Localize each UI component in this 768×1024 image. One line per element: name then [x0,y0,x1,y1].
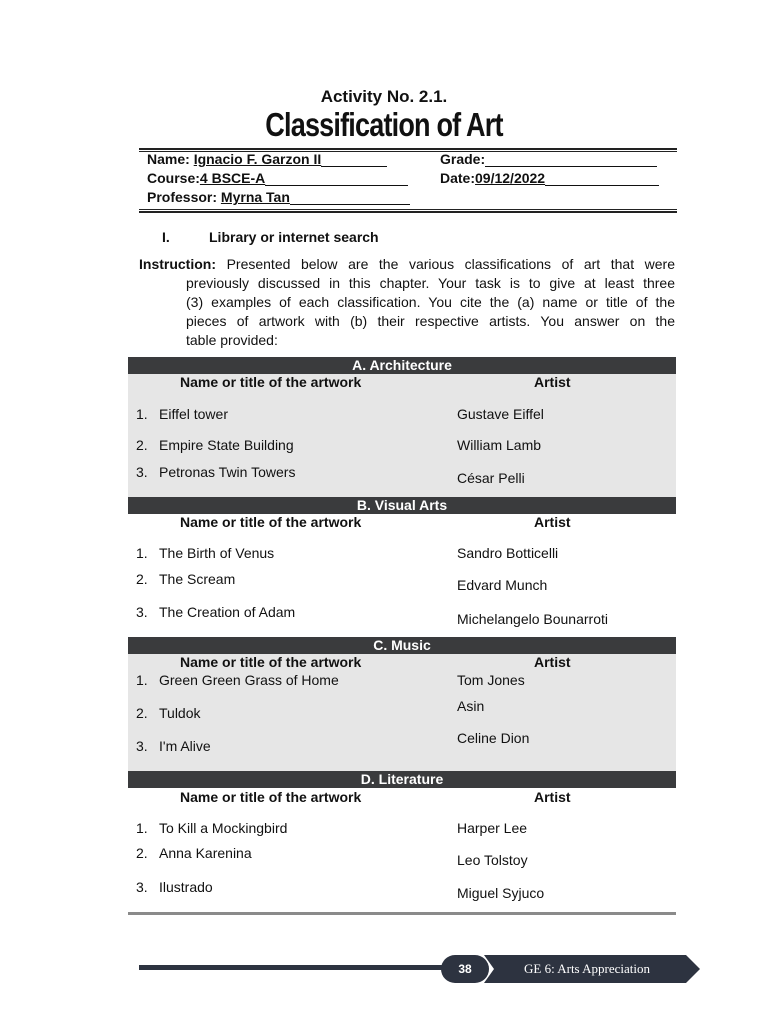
form-top-rule [139,148,677,150]
footer-line [139,965,449,970]
table-row-title [136,879,213,895]
page-title: Classification of Art [265,106,503,143]
name-blank-line [321,152,387,167]
table-row-title [136,406,228,422]
row-number: 3. [136,879,148,895]
column-header-artist: Artist [534,514,571,530]
instruction-line-1 [139,255,675,274]
column-header-name: Name or title of the artwork [180,789,362,805]
artwork-title: To Kill a Mockingbird [159,820,288,836]
instruction-line-5: table provided: [186,332,278,348]
row-number: 1. [136,820,148,836]
artwork-title: Empire State Building [159,437,294,453]
row-number: 3. [136,738,148,754]
table-row-title [136,738,211,754]
row-number: 3. [136,604,148,620]
course-field [147,170,408,186]
table-row-title [136,820,287,836]
name-label: Name: [147,151,190,167]
table-row-title [136,672,339,688]
table-row-title [136,571,235,587]
instruction-paragraph [139,255,675,350]
artist-name: Michelangelo Bounarroti [457,611,608,627]
grade-blank-line [485,152,657,167]
course-label: Course: [147,170,200,186]
form-bottom-rule [139,211,677,213]
table-heading: D. Literature [128,771,676,788]
professor-blank-line [290,190,410,205]
row-number: 1. [136,545,148,561]
column-header-name: Name or title of the artwork [180,654,362,670]
row-number: 1. [136,406,148,422]
professor-field [147,189,410,205]
instruction-text-1: Presented below are the various classifications of art that were [226,256,676,272]
row-number: 2. [136,845,148,861]
table-visual-arts [128,497,676,637]
artwork-title: Eiffel tower [159,406,228,422]
course-blank-line [265,171,408,186]
professor-label: Professor: [147,189,218,205]
table-row-title [136,705,201,721]
table-row-title [136,437,294,453]
table-body [128,514,676,637]
grade-label: Grade: [440,151,486,167]
artwork-title: The Birth of Venus [159,545,275,561]
instruction-line-2: previously discussed in this chapter. Your task is to give at least three [186,275,675,291]
artwork-title: Ilustrado [159,879,213,895]
artist-name: Tom Jones [457,672,525,688]
table-row-title [136,845,252,861]
artist-name: Edvard Munch [457,577,548,593]
date-blank-line [545,171,659,186]
artwork-title: I'm Alive [159,738,211,754]
table-row-title [136,545,274,561]
table-architecture [128,357,676,497]
table-heading: A. Architecture [128,357,676,374]
date-label: Date: [440,170,476,186]
table-heading: B. Visual Arts [128,497,676,514]
artist-name: Asin [457,698,485,714]
instruction-rest [139,274,675,350]
instruction-line-3: (3) examples of each classification. You cite the (a) name or title of the [186,294,675,310]
table-body [128,654,676,771]
column-header-name: Name or title of the artwork [180,514,362,530]
footer-course-tag [484,955,702,983]
table-heading: C. Music [128,637,676,654]
grade-field [440,151,657,167]
artist-name: Harper Lee [457,820,528,836]
artist-name: César Pelli [457,470,525,486]
artwork-title: Petronas Twin Towers [159,464,296,480]
section-number: I. [162,229,170,245]
section-title: Library or internet search [209,229,379,245]
name-field [147,151,387,167]
column-header-artist: Artist [534,789,571,805]
artist-name: Leo Tolstoy [457,852,528,868]
page-number: 38 [441,955,489,983]
row-number: 2. [136,437,148,453]
table-literature [128,771,676,911]
row-number: 2. [136,571,148,587]
name-value: Ignacio F. Garzon II [193,151,322,167]
column-header-artist: Artist [534,654,571,670]
column-header-artist: Artist [534,374,571,390]
artist-name: Miguel Syjuco [457,885,545,901]
form-bottom-rule-thin [139,209,677,210]
professor-value: Myrna Tan [220,189,290,205]
artwork-title: Anna Karenina [159,845,252,861]
footer-course-text: GE 6: Arts Appreciation [524,961,651,976]
table-music [128,637,676,771]
artwork-title: Green Green Grass of Home [159,672,339,688]
row-number: 2. [136,705,148,721]
artist-name: William Lamb [457,437,542,453]
date-field [440,170,659,186]
instruction-label: Instruction: [139,256,216,272]
artwork-title: Tuldok [159,705,201,721]
table-row-title [136,464,295,480]
artist-name: Celine Dion [457,730,530,746]
table-body [128,788,676,911]
table-row-title [136,604,295,620]
course-value: 4 BSCE-A [199,170,266,186]
column-header-name: Name or title of the artwork [180,374,362,390]
table-bottom-rule [128,912,676,915]
section-heading [162,229,379,245]
instruction-line-4: pieces of artwork with (b) their respective artists. You answer on the [186,313,675,329]
date-value: 09/12/2022 [475,170,546,186]
activity-number: Activity No. 2.1. [320,87,448,106]
row-number: 3. [136,464,148,480]
artwork-title: The Creation of Adam [159,604,296,620]
artist-name: Gustave Eiffel [457,406,544,422]
artwork-title: The Scream [159,571,236,587]
table-body [128,374,676,497]
row-number: 1. [136,672,148,688]
artist-name: Sandro Botticelli [457,545,559,561]
